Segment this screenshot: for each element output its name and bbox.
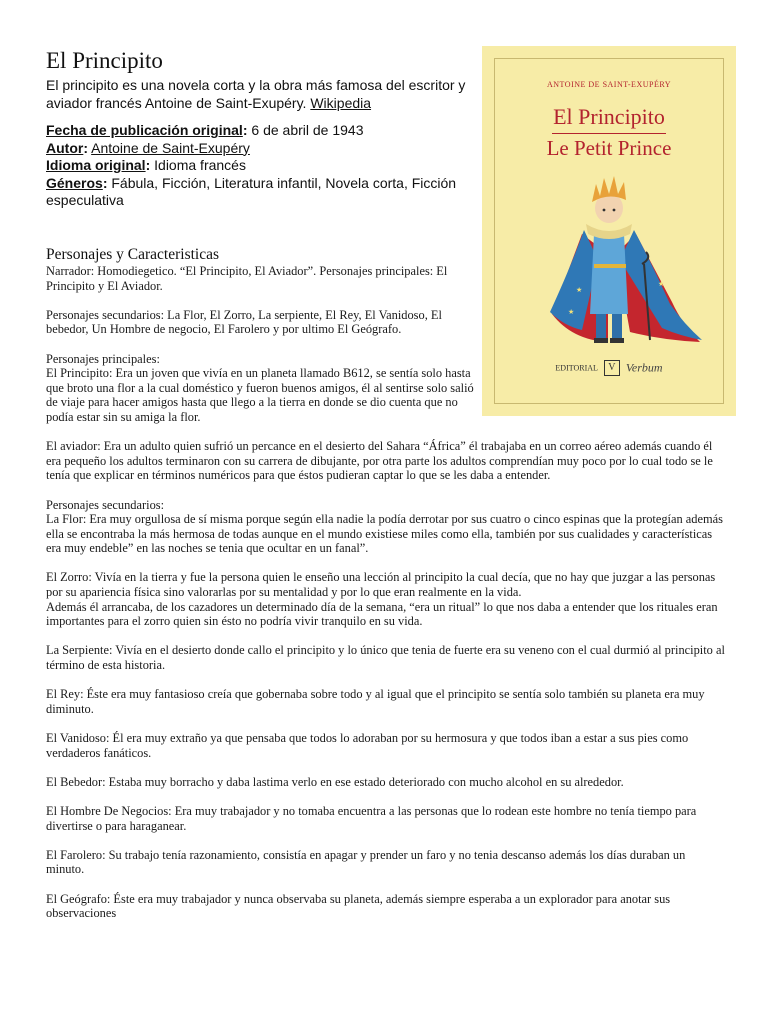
svg-text:★: ★	[576, 286, 583, 294]
paragraph: Personajes principales: El Principito: Era un joven que vivía en un planeta llamado B612, se sentía solo hasta que broto una flor a la cual doméstico y fueron buenos amigos, él al sentirse solo salió de viaje para hacer amigos hasta que llego a la tierra en donde se dio cuenta que no podía estar sin su amiga la flor.	[46, 351, 474, 424]
paragraph: El Rey: Éste era muy fantasioso creía que gobernaba sobre todo y al igual que el principito se sentía solo también su planeta era muy diminuto.	[46, 687, 705, 716]
fact-author: Autor: Antoine de Saint-Exupéry	[46, 139, 250, 156]
paragraph: Personajes secundarios: La Flor: Era muy orgullosa de sí misma porque según ella nadie la podía derrotar por sus cuatro o cinco espinas que la protegían además ella se encontraba la más hermosa de todas aunque en el mundo existiese miles como ella, también por sus cualidades y características era muy endeble” en las noches se tenia que ocultar en un fanal”.	[46, 497, 723, 556]
paragraph: El Hombre De Negocios: Era muy trabajador y no tomaba encuentra a las personas que lo rodean este hombre no tenía tiempo para divertirse o para haraganear.	[46, 803, 697, 833]
cover-divider	[552, 133, 666, 134]
paragraph: El Zorro: Vivía en la tierra y fue la persona quien le enseño una lección al principito la cual decía, que no hay que juzgar a las personas por su apariencia física sino valorarlas por su mentalidad y por lo que eran realmente en la vida. Además él arrancaba, de los cazadores un determinado día de la semana, “era un ritual” lo que nos daba a entender que los rituales eran importantes para el zorro quien sin ésto no podría vivir tranquilo en su vida.	[46, 570, 718, 629]
fact-label: Idioma original	[46, 157, 146, 173]
fact-value: Fábula, Ficción, Literatura infantil, Novela corta, Ficción especulativa	[46, 174, 457, 208]
publisher-label: EDITORIAL	[555, 363, 598, 373]
paragraph: El Farolero: Su trabajo tenía razonamiento, consistía en apagar y prender un faro y no tenia descanso además los días duraban un minuto.	[46, 847, 686, 877]
fact-label: Géneros	[46, 174, 103, 191]
cover-title-french: Le Petit Prince	[546, 136, 672, 160]
paragraph: Narrador: Homodiegetico. “El Principito, El Aviador”. Personajes principales: El Principito y El Aviador.	[46, 264, 448, 293]
cover-title-spanish: El Principito	[553, 104, 665, 129]
wikipedia-link[interactable]: Wikipedia	[310, 95, 372, 111]
paragraph: El Bebedor: Estaba muy borracho y daba lastima verlo en ese estado deteriorado con mucho alcohol en su alrededor.	[46, 774, 624, 789]
intro-paragraph	[46, 76, 466, 112]
cover-author: ANTOINE DE SAINT-EXUPÉRY	[547, 80, 671, 89]
intro-text: El principito es una novela corta y la obra más famosa del escritor y aviador francés Antoine de Saint-Exupéry.	[46, 77, 466, 111]
author-link[interactable]: Antoine de Saint-Exupéry	[91, 139, 250, 156]
section-heading: Personajes y Caracteristicas	[46, 246, 220, 263]
fact-label: Autor	[46, 139, 84, 156]
fact-value: 6 de abril de 1943	[251, 122, 364, 138]
fact-publication: Fecha de publicación original: 6 de abril de 1943	[46, 122, 364, 138]
publisher-logo: V	[604, 360, 620, 376]
fact-label: Fecha de publicación original	[46, 122, 243, 138]
paragraph: La Serpiente: Vivía en el desierto donde callo el principito y lo único que tenia de fuerte era su veneno con el cual durmió al principito al término de esta historia.	[46, 643, 725, 673]
paragraph: El Geógrafo: Éste era muy trabajador y nunca observaba su planeta, además siempre esperaba a un explorador para anotar sus observaciones	[46, 891, 671, 921]
fact-value: Idioma francés	[154, 157, 246, 173]
fact-language: Idioma original: Idioma francés	[46, 157, 246, 173]
svg-text:★: ★	[568, 308, 575, 316]
fact-genres: Géneros: Fábula, Ficción, Literatura infantil, Novela corta, Ficción especulativa	[46, 174, 457, 208]
facts-block	[46, 122, 466, 210]
page-title: El Principito	[46, 48, 163, 73]
paragraph: El Vanidoso: Él era muy extraño ya que pensaba que todos lo adoraban por su hermosura y que todos iban a estar a sus pies como verdaderos fanáticos.	[46, 731, 689, 760]
publisher-name: Verbum	[625, 360, 663, 375]
paragraph: El aviador: Era un adulto quien sufrió un percance en el desierto del Sahara “África” él trabajaba en un correo aéreo además cuando él era pequeño los adultos terminaron con su carrera de dibujante, por otra parte los adultos comprendían muy poco por lo cual todo se le tenía que explicar en términos numéricos para que éstos pudieran captar lo que se les daba a entender.	[46, 439, 713, 483]
paragraph: Personajes secundarios: La Flor, El Zorro, La serpiente, El Rey, El Vanidoso, El bebedor, Un Hombre de negocio, El Farolero y por ultimo El Geógrafo.	[46, 307, 442, 337]
svg-text:★: ★	[658, 280, 665, 288]
characters-body	[46, 264, 726, 935]
